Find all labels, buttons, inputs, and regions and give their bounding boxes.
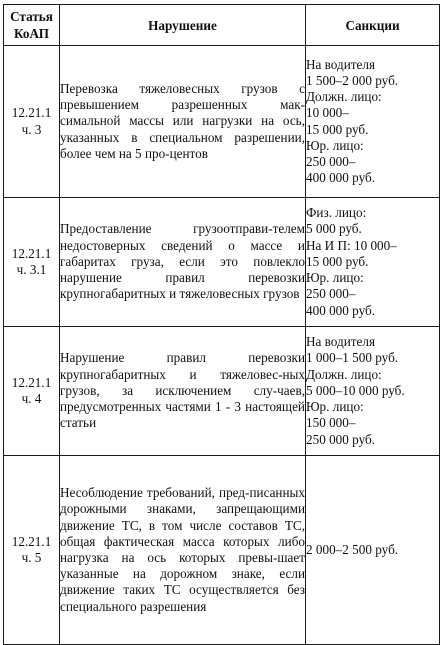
sanction-line: 10 000– [306,105,349,121]
table-row [4,46,440,198]
sanction-line: 1 500–2 000 руб. [306,72,399,88]
article-cell [4,456,60,645]
article-part: ч. 3 [21,121,42,137]
sanction-line: 400 000 руб. [306,302,376,318]
sanction-line: 5 000 руб. [306,221,362,237]
table-row [4,456,440,645]
sanctions-cell [306,327,440,456]
sanction-line: На водителя [306,334,376,350]
article-number: 12.21.1 [11,245,52,261]
sanction-line: 400 000 руб. [306,170,376,186]
sanction-line: 15 000 руб. [306,253,369,269]
sanction-line: 250 000– [306,153,356,169]
violation-cell: Предоставление грузоотправи-телем недостоверных сведений о массе и габаритах груза, если это повлекло нарушение правил перевозки крупногабаритных и тяжеловесных грузов [60,198,306,327]
koap-table [3,4,440,645]
header-sanctions: Санкции [306,5,440,46]
article-number: 12.21.1 [11,105,52,121]
article-number: 12.21.1 [11,533,52,549]
sanction-line: Юр. лицо: [306,270,364,286]
sanction-line: Юр. лицо: [306,399,364,415]
violation-cell: Нарушение правил перевозки крупногабаритных и тяжеловес-ных грузов, за исключением слу-чаев, предусмотренных частями 1 - 3 настоящей статьи [60,327,306,456]
article-cell [4,46,60,198]
header-article-line: КоАП [14,26,49,41]
sanction-line: 15 000 руб. [306,121,369,137]
header-violation: Нарушение [60,5,306,46]
article-part: ч. 5 [21,550,42,565]
article-part: ч. 4 [21,391,42,406]
article-number: 12.21.1 [11,374,52,390]
sanctions-cell [306,456,440,645]
sanction-line: Юр. лицо: [306,137,364,153]
sanction-line: Физ. лицо: [306,205,367,221]
sanction-line: Должн. лицо: [306,366,382,382]
sanctions-cell [306,46,440,198]
article-cell [4,327,60,456]
table-row [4,198,440,327]
sanction-line: 250 000– [306,286,356,302]
article-cell [4,198,60,327]
table-row [4,327,440,456]
sanction-line: Должн. лицо: [306,89,382,105]
sanction-line: 1 000–1 500 руб. [306,350,399,366]
article-part: ч. 3.1 [16,262,47,277]
sanction-line: На И П: 10 000– [306,237,397,253]
sanctions-cell [306,198,440,327]
header-article-line: Статья [10,9,53,24]
header-row [4,5,440,46]
sanction-line: На водителя [306,56,376,72]
sanction-line: 250 000 руб. [306,431,376,447]
violation-cell: Перевозка тяжеловесных грузов с превышением разрешенных мак-симальной массы или нагрузки на ось, указанных в специальном разрешении, более чем на 5 про-центов [60,46,306,198]
sanction-line: 150 000– [306,415,356,431]
header-article [4,5,60,46]
sanction-line: 2 000–2 500 руб. [306,541,399,557]
sanction-line: 5 000–10 000 руб. [306,382,405,398]
violation-cell: Несоблюдение требований, пред-писанных дорожными знаками, запрещающими движение ТС, в том числе составов ТС, общая фактическая масса которых либо нагрузка на ось которых превы-шает указанные на дорожном знаке, если движение таких ТС осуществляется без специального разрешения [60,456,306,645]
